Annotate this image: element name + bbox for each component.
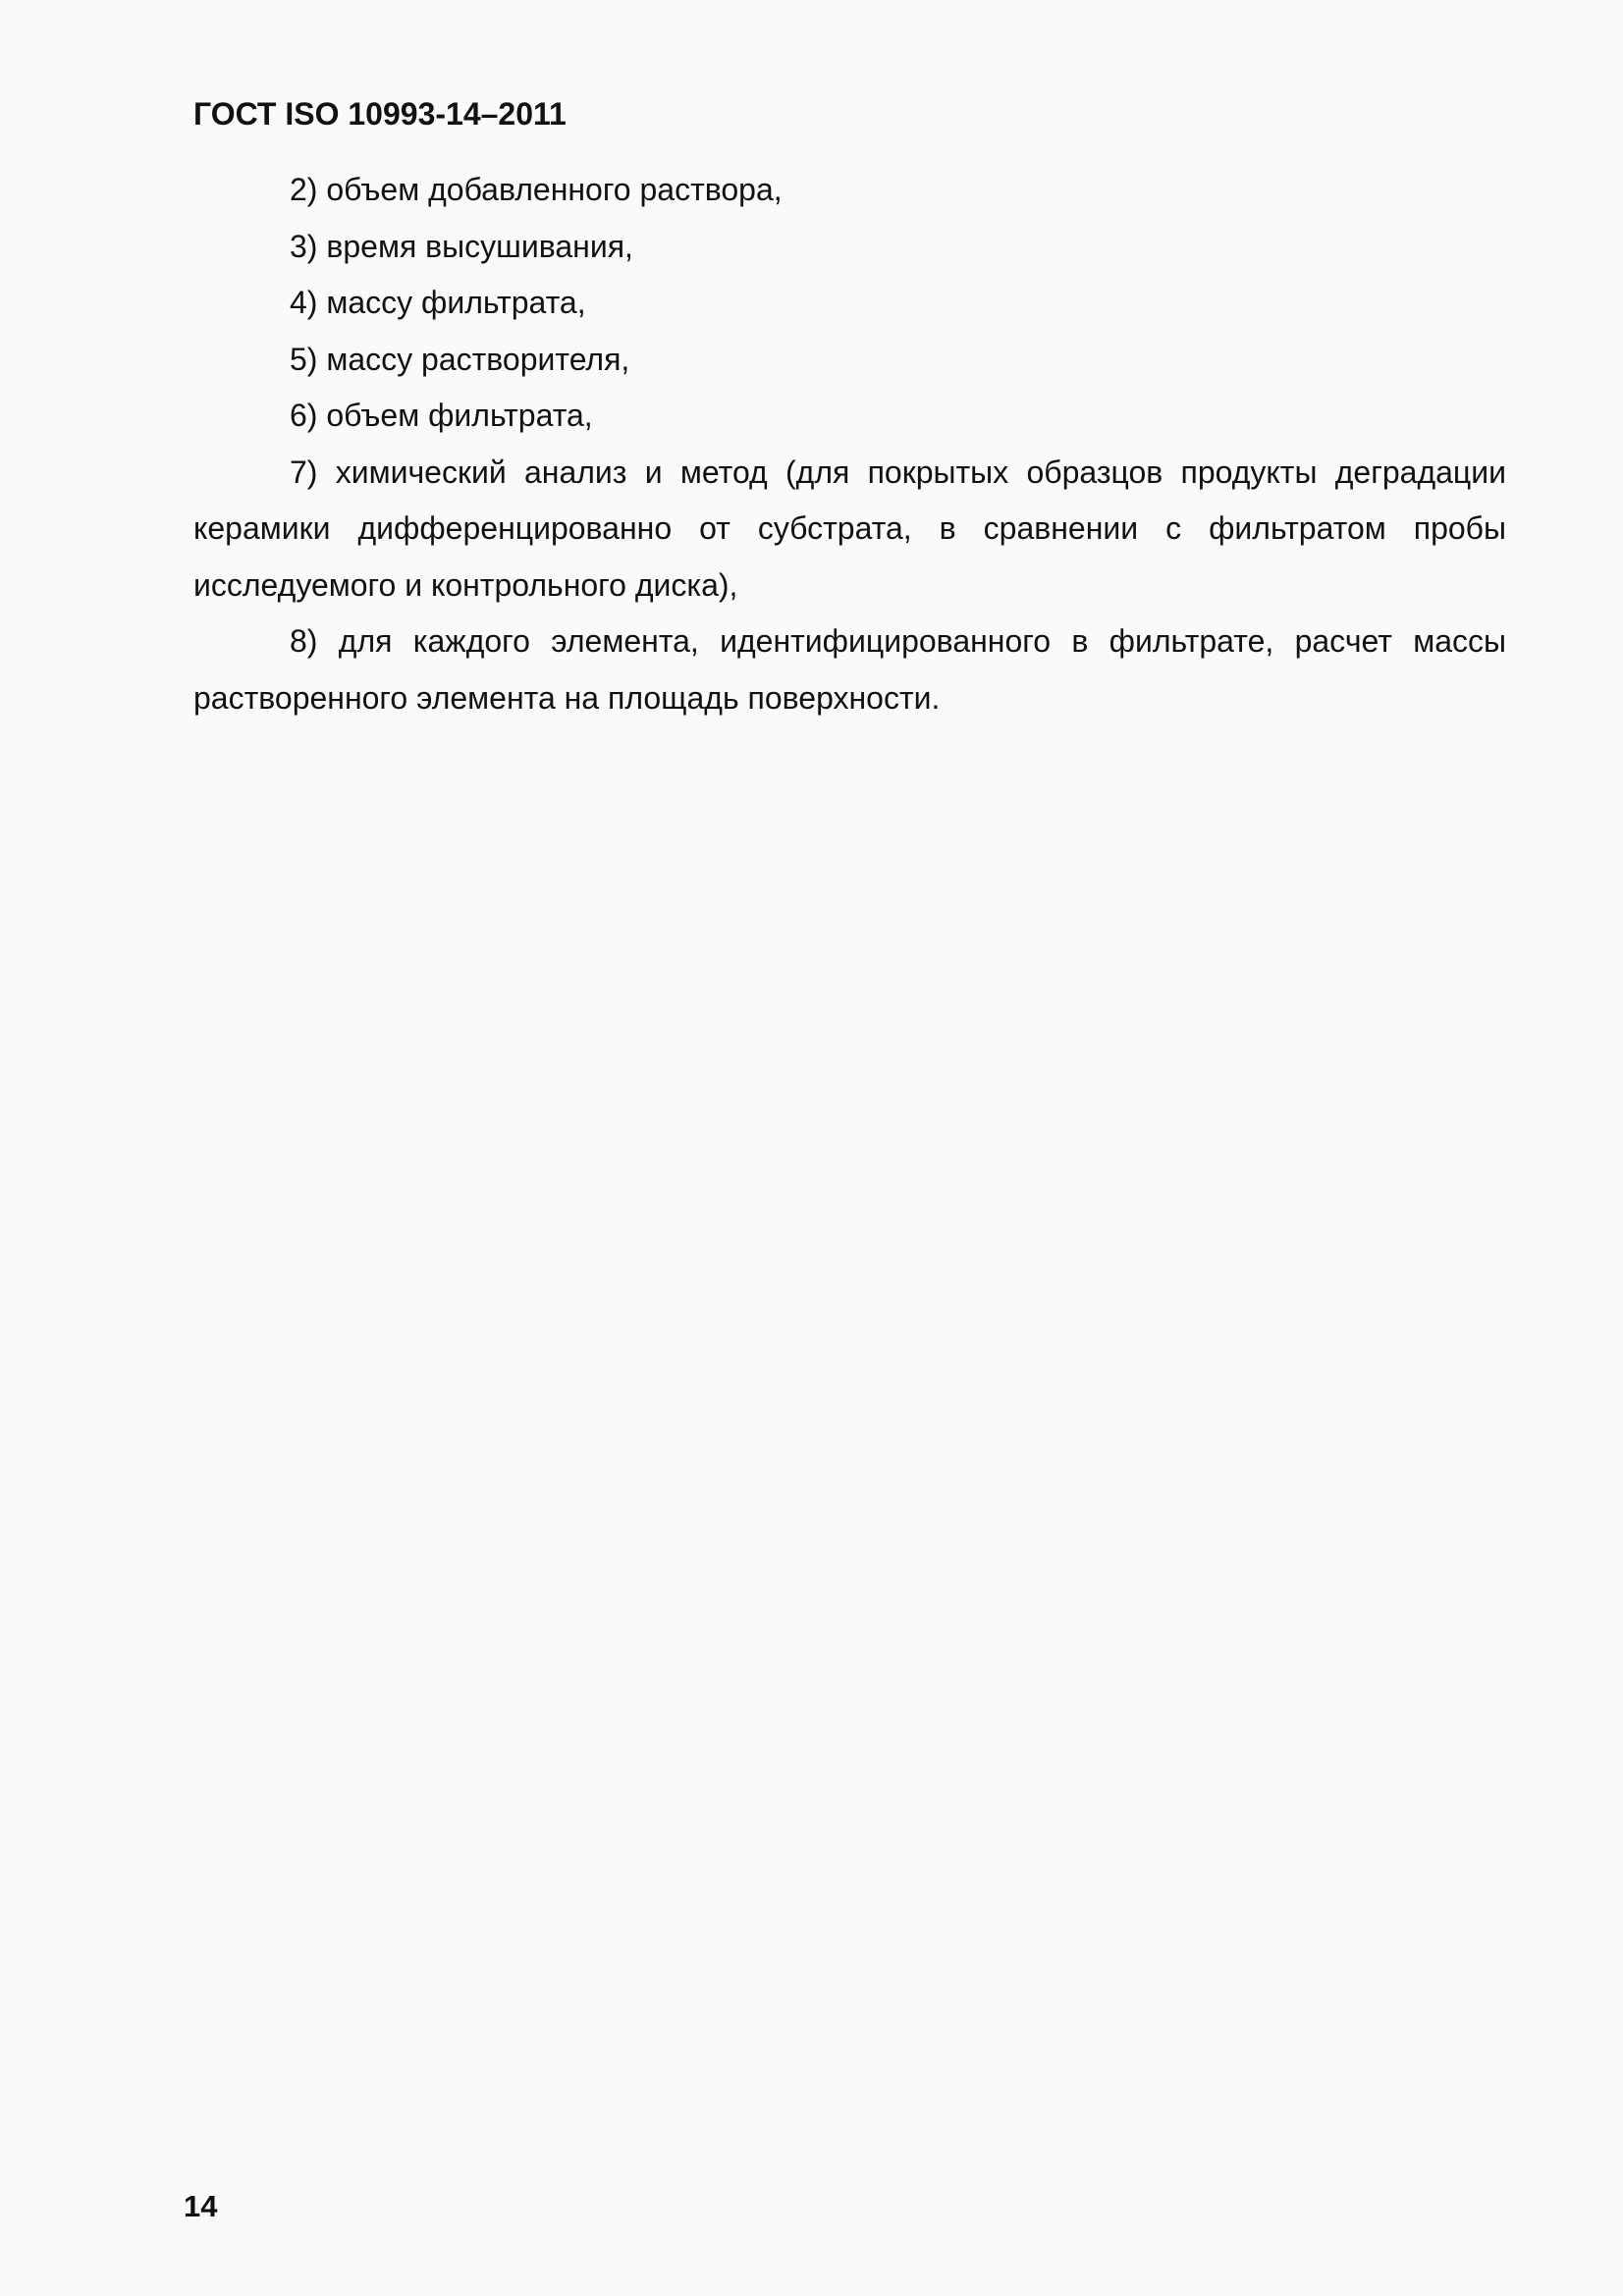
list-item: 7) химический анализ и метод (для покрытых образцов продукты деградации керамики дифференцированно от субстрата, в сравнении с фильтратом пробы исследуемого и контрольного диска), [193,454,1506,603]
list-item: 5) массу растворителя, [290,341,630,377]
page-number: 14 [184,2189,218,2223]
list-item: 8) для каждого элемента, идентифицированного в фильтрате, расчет массы растворенного элемента на площадь поверхности. [193,623,1506,716]
document-body [193,162,1506,726]
document-designation: ГОСТ ISO 10993-14–2011 [193,96,567,132]
list-item: 2) объем добавленного раствора, [290,172,783,207]
list-item: 6) объем фильтрата, [290,398,593,433]
list-item: 3) время высушивания, [290,228,633,264]
list-item: 4) массу фильтрата, [290,285,586,320]
